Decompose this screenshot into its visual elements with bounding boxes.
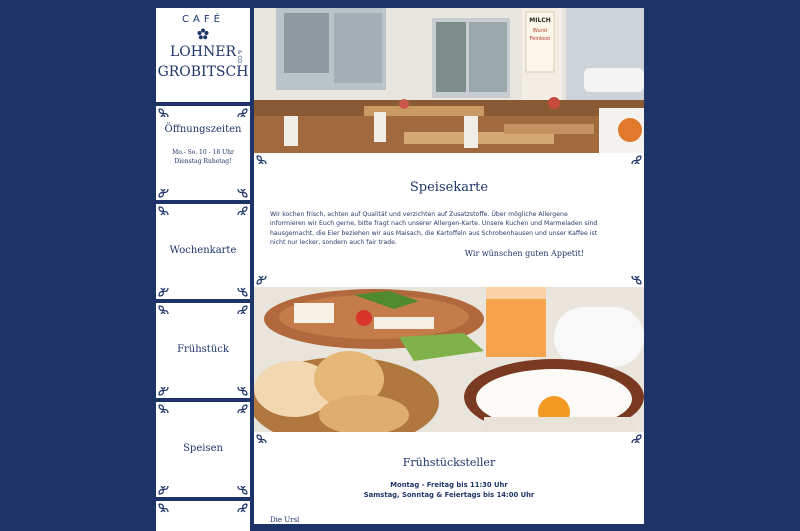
corner-ornament-icon — [158, 483, 170, 495]
corner-ornament-icon — [158, 186, 170, 198]
nav-label-speisen: Speisen — [183, 443, 223, 454]
nav-label-wochenkarte: Wochenkarte — [169, 245, 237, 256]
shop-sign-wurst: Wurst — [532, 28, 548, 34]
next-item-title: Die Ursl — [270, 516, 300, 524]
corner-ornament-icon — [158, 384, 170, 396]
logo-cafe-text: CAFÉ — [182, 14, 224, 25]
menu-signoff: Wir wünschen guten Appetit! — [464, 249, 584, 258]
corner-ornament-icon — [158, 285, 170, 297]
corner-ornament-icon — [158, 404, 170, 416]
shop-sign-feinkost: Feinkost — [529, 36, 551, 42]
corner-ornament-icon — [236, 384, 248, 396]
breakfast-hours-weekday: Montag - Freitag bis 11:30 Uhr — [390, 481, 508, 489]
nav-tile-fruehstueck[interactable] — [156, 303, 250, 398]
corner-ornament-icon — [256, 434, 268, 446]
nav-tile-wochenkarte[interactable] — [156, 204, 250, 299]
breakfast-panel — [254, 432, 644, 524]
corner-ornament-icon — [158, 206, 170, 218]
logo-line-1: LOHNER — [170, 44, 236, 60]
cafe-interior-photo — [254, 8, 644, 153]
shop-sign-milch: MILCH — [529, 17, 551, 24]
corner-ornament-icon — [236, 305, 248, 317]
menu-intro-panel — [254, 153, 644, 287]
opening-hours-tile — [156, 106, 250, 200]
opening-hours-title: Öffnungszeiten — [164, 124, 242, 135]
breakfast-image — [254, 287, 644, 432]
corner-ornament-icon — [236, 483, 248, 495]
corner-ornament-icon — [236, 206, 248, 218]
menu-intro-text: Wir kochen frisch, achten auf Qualität und verzichten auf Zusatzstoffe. Über mögliche Allergene informieren wir Euch gerne, bitte fragt nach unserer Allergen-Karte. Unsere Kuchen und Marmeladen sind hausgemacht, die Eier beziehen wir aus Maisach, die Kartoffeln aus Schrobenhausen und unser Kaffee ist nicht nur lecker, sondern auch fair trade. — [270, 211, 598, 246]
corner-ornament-icon — [158, 305, 170, 317]
closed-day-line: Dienstag Ruhetag! — [174, 158, 232, 165]
main-content — [254, 8, 644, 524]
nav-label-fruehstueck: Frühstück — [177, 344, 229, 355]
breakfast-photo — [254, 287, 644, 432]
flower-icon — [197, 28, 209, 40]
breakfast-hours — [254, 480, 644, 500]
nav-tile-more[interactable] — [156, 501, 250, 531]
breakfast-title: Frühstücksteller — [402, 456, 496, 469]
corner-ornament-icon — [236, 404, 248, 416]
corner-ornament-icon — [236, 503, 248, 515]
breakfast-hours-weekend: Samstag, Sonntag & Feiertags bis 14:00 Uhr — [363, 491, 535, 499]
corner-ornament-icon — [236, 186, 248, 198]
corner-ornament-icon — [256, 155, 268, 167]
corner-ornament-icon — [630, 155, 642, 167]
opening-hours-line: Mo.- So. 10 - 18 Uhr — [172, 149, 234, 156]
cafe-interior-image — [254, 8, 644, 153]
corner-ornament-icon — [630, 273, 642, 285]
corner-ornament-icon — [630, 434, 642, 446]
corner-ornament-icon — [256, 273, 268, 285]
logo-line-2: GROBITSCH — [157, 64, 249, 80]
corner-ornament-icon — [236, 285, 248, 297]
logo-small-text: & CO — [236, 50, 242, 63]
menu-title: Speisekarte — [409, 180, 489, 195]
nav-tile-speisen[interactable] — [156, 402, 250, 497]
corner-ornament-icon — [236, 108, 248, 120]
logo-tile[interactable] — [156, 8, 250, 102]
corner-ornament-icon — [158, 503, 170, 515]
opening-hours-text — [156, 148, 250, 166]
corner-ornament-icon — [158, 108, 170, 120]
